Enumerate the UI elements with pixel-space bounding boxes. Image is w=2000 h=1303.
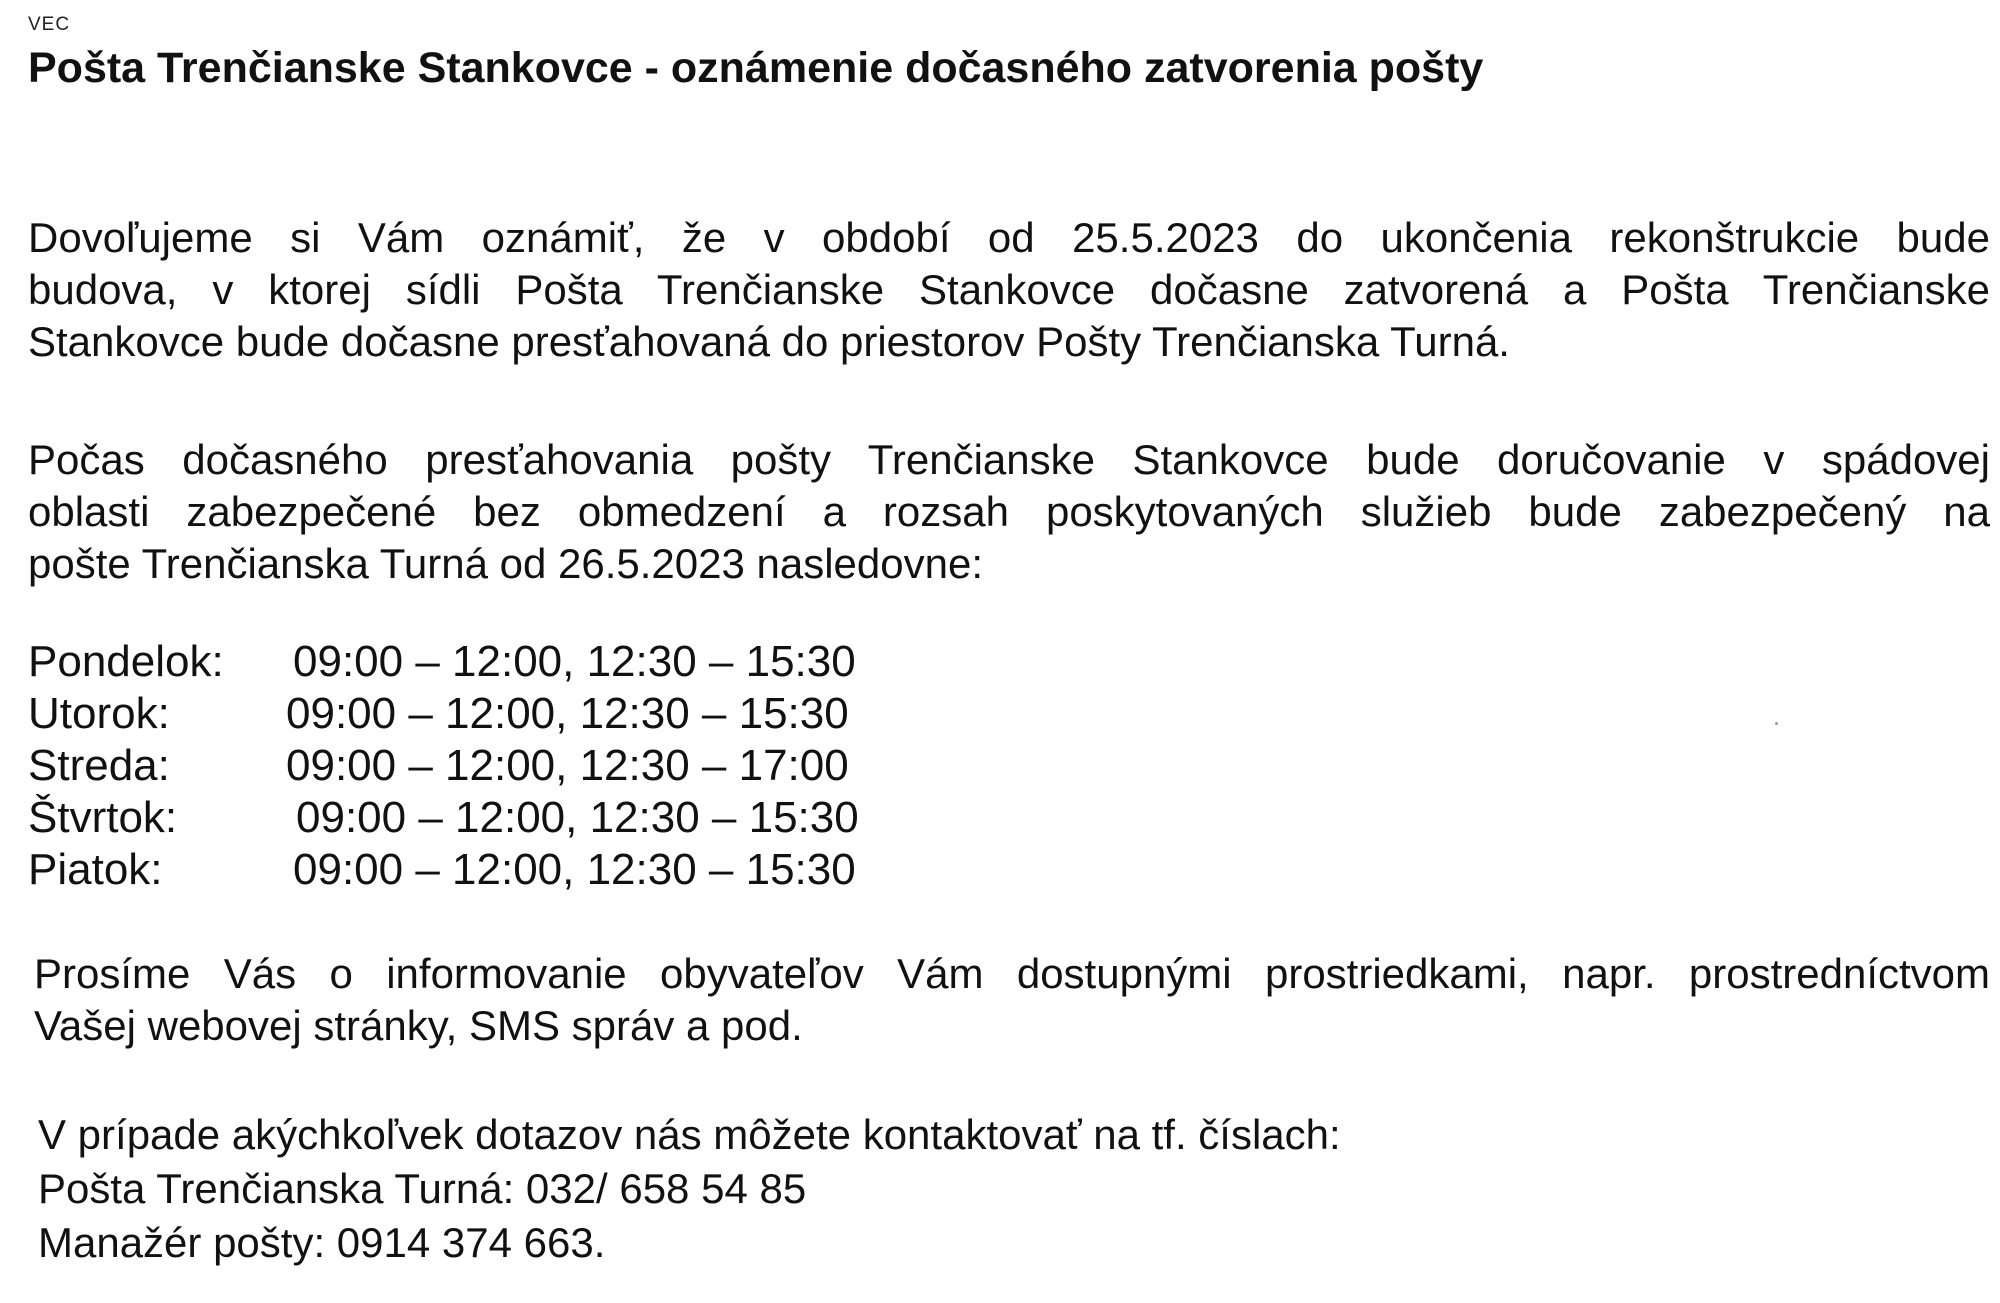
scan-speck [1775, 722, 1778, 725]
day-label: Pondelok: [28, 637, 224, 686]
time-range: 09:00 – 12:00, 12:30 – 15:30 [293, 637, 856, 686]
hours-row-thursday [28, 792, 859, 844]
paragraph-line: Počas dočasného presťahovania pošty Trenčianske Stankovce bude doručovanie v spádovej [28, 436, 1990, 483]
time-range: 09:00 – 12:00, 12:30 – 17:00 [286, 741, 849, 790]
contact-manager-phone: Manažér pošty: 0914 374 663. [38, 1219, 606, 1266]
paragraph-line: Dovoľujeme si Vám oznámiť, že v období od 25.5.2023 do ukončenia rekonštrukcie bude [28, 214, 1990, 261]
contact-intro: V prípade akýchkoľvek dotazov nás môžete kontaktovať na tf. číslach: [38, 1111, 1341, 1158]
day-label: Utorok: [28, 689, 170, 738]
contact-block [38, 1108, 1341, 1270]
time-range: 09:00 – 12:00, 12:30 – 15:30 [296, 793, 859, 842]
paragraph-line: budova, v ktorej sídli Pošta Trenčianske Stankovce dočasne zatvorená a Pošta Trenčianske [28, 266, 1990, 313]
hours-row-friday [28, 844, 859, 896]
subject-label: VEC [28, 14, 71, 35]
opening-hours [28, 636, 859, 896]
time-range: 09:00 – 12:00, 12:30 – 15:30 [286, 689, 849, 738]
day-label: Štvrtok: [28, 793, 178, 842]
paragraph-line: oblasti zabezpečené bez obmedzení a rozsah poskytovaných služieb bude zabezpečený na [28, 488, 1990, 535]
paragraph-line: pošte Trenčianska Turná od 26.5.2023 nasledovne: [28, 540, 984, 587]
paragraph-line: Vašej webovej stránky, SMS správ a pod. [34, 1002, 803, 1049]
document-title: Pošta Trenčianske Stankovce - oznámenie dočasného zatvorenia pošty [28, 44, 1484, 92]
day-label: Piatok: [28, 845, 163, 894]
paragraph-line: Stankovce bude dočasne presťahovaná do priestorov Pošty Trenčianska Turná. [28, 318, 1510, 365]
paragraph-relocation [28, 434, 1990, 590]
contact-post-office-phone: Pošta Trenčianska Turná: 032/ 658 54 85 [38, 1165, 807, 1212]
time-range: 09:00 – 12:00, 12:30 – 15:30 [293, 845, 856, 894]
hours-row-wednesday [28, 740, 859, 792]
day-label: Streda: [28, 741, 170, 790]
hours-row-monday [28, 636, 859, 688]
hours-row-tuesday [28, 688, 859, 740]
paragraph-announcement [28, 212, 1990, 368]
paragraph-line: Prosíme Vás o informovanie obyvateľov Vám dostupnými prostriedkami, napr. prostredníctvom [34, 950, 1990, 997]
paragraph-request [34, 948, 1990, 1052]
